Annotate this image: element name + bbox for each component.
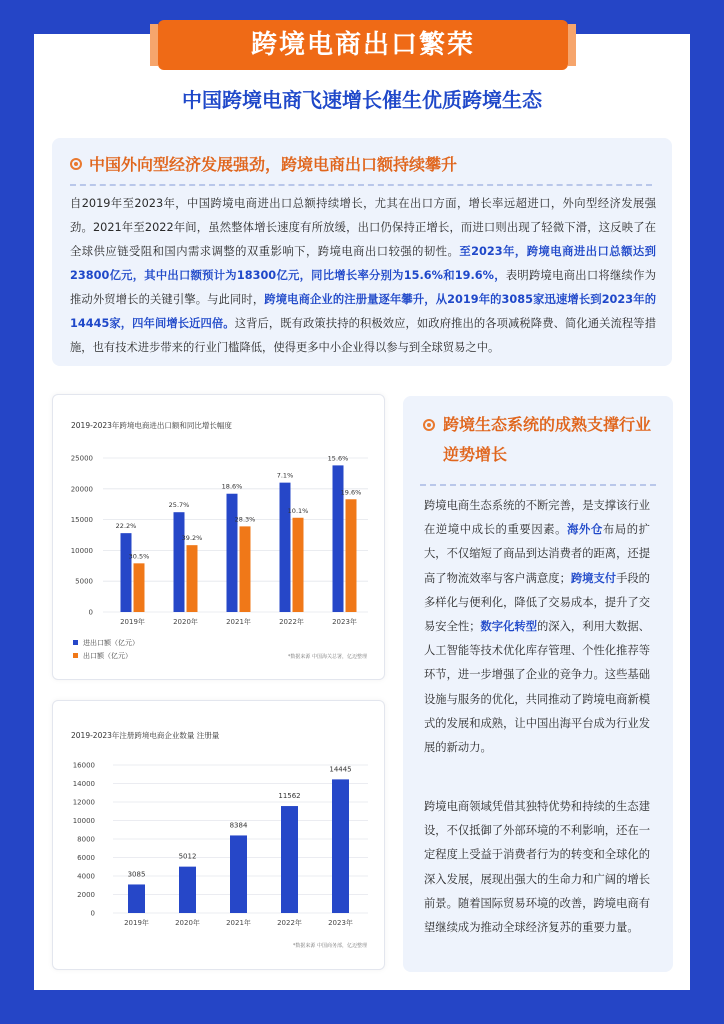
section-one-heading [70, 152, 457, 175]
bar-data-label: 7.1% [276, 471, 294, 480]
bar-data-label: 3085 [127, 870, 146, 879]
legend-swatch-trade [73, 640, 78, 645]
bar-registrations [230, 835, 247, 913]
y-tick-label: 10000 [72, 817, 95, 825]
dashed-divider [70, 184, 652, 186]
bar-data-label: 10.1% [287, 506, 309, 515]
y-tick-label: 25000 [70, 454, 93, 463]
x-tick-label: 2021年 [226, 618, 251, 626]
section-two-heading [423, 410, 663, 470]
bar-data-label: 19.6% [340, 488, 362, 497]
bar-export [187, 545, 198, 612]
y-tick-label: 8000 [77, 835, 95, 844]
bar-data-label: 8384 [229, 821, 248, 830]
dashed-divider [420, 484, 656, 486]
bar-trade [174, 512, 185, 612]
trade-chart [53, 395, 386, 681]
page-subtitle: 中国跨境电商飞速增长催生优质跨境生态 [182, 88, 542, 112]
y-tick-label: 10000 [70, 546, 93, 555]
chart-source-note: *数据来源 中国商务部，亿迈整理 [292, 943, 367, 949]
x-tick-label: 2022年 [279, 618, 304, 626]
section-two-heading-text: 跨境生态系统的成熟支撑行业逆势增长 [443, 415, 652, 464]
y-tick-label: 2000 [77, 891, 95, 899]
bar-data-label: 39.2% [181, 534, 203, 543]
x-tick-label: 2022年 [277, 919, 302, 927]
paragraph-text: 手段的多样化与便利化，降低了交易成本，提升了交易安全性； [424, 571, 650, 634]
y-tick-label: 0 [88, 608, 93, 617]
paragraph-text: 表明跨境电商出口将继续作为推动外贸增长的关键引擎。与此同时， [70, 269, 656, 306]
bar-data-label: 28.3% [234, 515, 256, 524]
bar-trade [280, 483, 291, 612]
bar-data-label: 5012 [178, 852, 197, 861]
x-tick-label: 2023年 [328, 919, 353, 927]
x-tick-label: 2021年 [226, 919, 251, 927]
bar-data-label: 22.2% [115, 522, 137, 531]
x-tick-label: 2020年 [173, 618, 198, 626]
highlight-text: 数字化转型 [480, 620, 537, 634]
y-tick-label: 12000 [72, 798, 95, 807]
x-tick-label: 2019年 [120, 618, 145, 626]
chart-source-note: *数据来源 中国海关总署，亿迈整理 [287, 654, 367, 660]
bar-registrations [128, 884, 145, 913]
bar-registrations [332, 779, 349, 913]
bar-trade [121, 533, 132, 612]
paragraph-text: 自2019年至2023年，中国跨境电商进出口总额持续增长，尤其在出口方面，增长率远超进口，外向型经济发展强劲。2021年至2022年间，虽然整体增长速度有所放缓，出口仍保持正增长，而进口则出现了轻微下滑，这反映了在全球供应链受阻和国内需求调整的双重影响下，跨境电商出口较强的韧性。 [70, 197, 656, 258]
legend-swatch-export [73, 653, 78, 658]
y-tick-label: 4000 [77, 872, 95, 881]
y-tick-label: 0 [90, 909, 95, 918]
x-tick-label: 2023年 [332, 618, 357, 626]
y-tick-label: 15000 [70, 516, 93, 525]
bar-registrations [281, 806, 298, 913]
section-two-paragraph-one [424, 494, 650, 760]
bar-data-label: 30.5% [128, 552, 150, 561]
bar-data-label: 11562 [278, 792, 301, 801]
x-tick-label: 2019年 [124, 919, 149, 927]
paragraph-text: 布局的扩大，不仅缩短了商品到达消费者的距离，还提高了物流效率与客户满意度； [424, 523, 650, 585]
highlight-text: 海外仓 [567, 523, 603, 537]
bar-data-label: 25.7% [168, 501, 190, 510]
y-tick-label: 14000 [72, 780, 95, 788]
x-tick-label: 2020年 [175, 919, 200, 927]
bar-export [293, 518, 304, 612]
bar-data-label: 14445 [329, 765, 352, 774]
highlight-text: 至2023年，跨境电商进出口总额达到23800亿元，其中出口额预计为18300亿元，同比增长率分别为15.6%和19.6%， [70, 245, 656, 282]
bar-registrations [179, 867, 196, 913]
paragraph-text: 跨境电商生态系统的不断完善，是支撑该行业在逆境中成长的重要因素。 [424, 499, 650, 537]
chart-title: 2019-2023年注册跨境电商企业数量 注册量 [71, 731, 220, 740]
target-bullet-icon [423, 419, 435, 431]
bar-data-label: 18.6% [221, 482, 243, 491]
y-tick-label: 16000 [72, 761, 95, 770]
highlight-text: 跨境支付 [570, 571, 617, 585]
bar-data-label: 15.6% [327, 454, 349, 463]
y-tick-label: 6000 [77, 854, 95, 862]
bar-export [346, 499, 357, 612]
y-tick-label: 5000 [75, 577, 93, 586]
bar-export [134, 563, 145, 612]
section-two-paragraph-two: 跨境电商领域凭借其独特优势和持续的生态建设，不仅抵御了外部环境的不利影响，还在一定程度上受益于消费者行为的转变和全球化的深入发展，展现出强大的生命力和广阔的增长前景。随着国际贸易环境的改善，跨境电商有望继续成为推动全球经济复苏的重要力量。 [424, 800, 650, 935]
y-tick-label: 20000 [70, 485, 93, 494]
highlight-text: 跨境电商企业的注册量逐年攀升，从2019年的3085家迅速增长到2023年的14445家，四年间增长近四倍。 [70, 293, 656, 330]
section-one-heading-text: 中国外向型经济发展强劲，跨境电商出口额持续攀升 [89, 155, 458, 174]
page-title-banner: 跨境电商出口繁荣 [158, 20, 568, 70]
legend-label-export: 出口额（亿元） [83, 652, 132, 660]
registration-chart [53, 701, 386, 971]
section-one-paragraph [70, 192, 656, 360]
chart-title: 2019-2023年跨境电商进出口额和同比增长幅度 [71, 421, 232, 430]
bar-export [240, 526, 251, 612]
target-bullet-icon [70, 158, 82, 170]
paragraph-text: 的深入，利用大数据、人工智能等技术优化库存管理、个性化推荐等环节，进一步增强了企业的竞争力。这些基础设施与服务的优化，共同推动了跨境电商新模式的发展和成熟，让中国出海平台成为行业发展的新动力。 [424, 620, 650, 755]
chart-card-registrations [52, 700, 385, 970]
chart-card-trade [52, 394, 385, 680]
paragraph-text: 这背后，既有政策扶持的积极效应，如政府推出的各项减税降费、简化通关流程等措施，也有技术进步带来的行业门槛降低，使得更多中小企业得以参与到全球贸易之中。 [70, 317, 656, 354]
bar-trade [227, 494, 238, 612]
legend-label-trade: 进出口额（亿元） [83, 639, 139, 647]
